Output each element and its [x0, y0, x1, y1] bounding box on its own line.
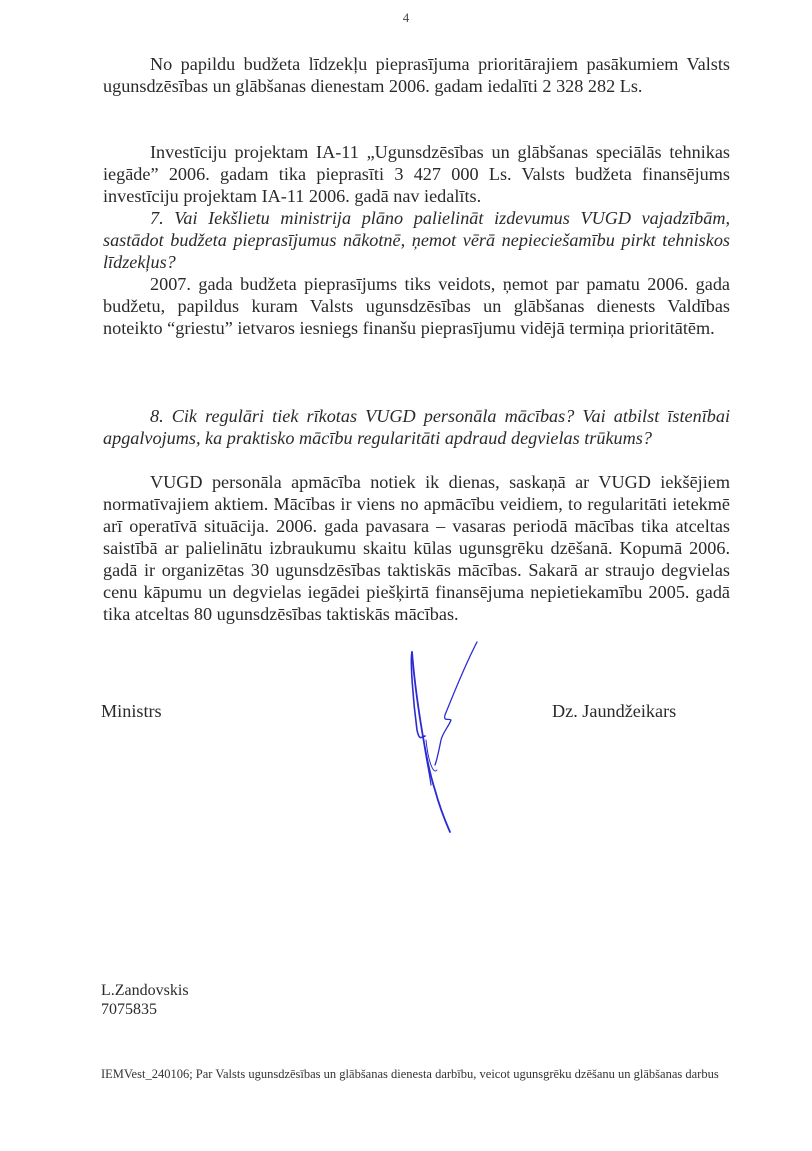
- question-7: [103, 207, 730, 273]
- paragraph-text: Investīciju projektam IA-11 „Ugunsdzēsības un glābšanas speciālās tehnikas iegāde” 2006. gadam tika pieprasīti 3 427 000 Ls. Valsts budžeta finansējums investīciju projektam IA-11 2006. gadā nav iedalīts.: [103, 142, 730, 206]
- handwritten-signature: [395, 640, 495, 840]
- answer-text: 2007. gada budžeta pieprasījums tiks veidots, ņemot par pamatu 2006. gada budžetu, papildus kuram Valsts ugunsdzēsības un glābšanas dienests Valdības noteikto “griestu” ietvaros iesniegs finanšu pieprasījumu vidējā termiņa prioritātēm.: [103, 274, 730, 338]
- answer-8: [103, 471, 730, 625]
- signatory-name: Dz. Jaundžeikars: [552, 701, 677, 721]
- paragraph-investment-project: [103, 141, 730, 207]
- signature-stroke: [412, 652, 450, 832]
- page-number: 4: [402, 10, 410, 25]
- answer-text: VUGD personāla apmācība notiek ik dienas, saskaņā ar VUGD iekšējiem normatīvajiem aktiem. Mācības ir viens no apmācību veidiem, to regularitāti ietekmē arī operatīvā situācija. 2006. gada pavasara – vasaras periodā mācības tika atceltas saistībā ar palielinātu izbraukumu skaitu kūlas ugunsgrēku dzēšanā. Kopumā 2006. gadā ir organizētas 30 ugunsdzēsības taktiskās mācības. Sakarā ar straujo degvielas cenu kāpumu un degvielas iegādei piešķirtā finansējuma nepietiekamību 2005. gadā tika atceltas 80 ugunsdzēsības taktiskās mācības.: [103, 472, 730, 624]
- paragraph-budget-allocation: [103, 53, 730, 97]
- question-text: 7. Vai Iekšlietu ministrija plāno palielināt izdevumus VUGD vajadzībām, sastādot budžeta pieprasījumus nākotnē, ņemot vērā nepieciešamību pirkt tehniskos līdzekļus?: [103, 208, 730, 272]
- answer-7: [103, 273, 730, 339]
- signature-stroke: [435, 642, 477, 765]
- contact-phone: 7075835: [101, 1001, 157, 1018]
- paragraph-text: No papildu budžeta līdzekļu pieprasījuma prioritārajiem pasākumiem Valsts ugunsdzēsības un glābšanas dienestam 2006. gadam iedalīti 2 328 282 Ls.: [103, 54, 730, 96]
- contact-name: L.Zandovskis: [101, 982, 189, 999]
- question-text: 8. Cik regulāri tiek rīkotas VUGD personāla mācības? Vai atbilst īstenībai apgalvojums, ka praktisko mācību regularitāti apdraud degvielas trūkums?: [103, 406, 730, 448]
- signatory-title: Ministrs: [101, 701, 162, 721]
- question-8: [103, 405, 730, 449]
- document-footer: IEMVest_240106; Par Valsts ugunsdzēsības un glābšanas dienesta darbību, veicot ugunsgrēku dzēšanu un glābšanas darbus: [101, 1067, 719, 1081]
